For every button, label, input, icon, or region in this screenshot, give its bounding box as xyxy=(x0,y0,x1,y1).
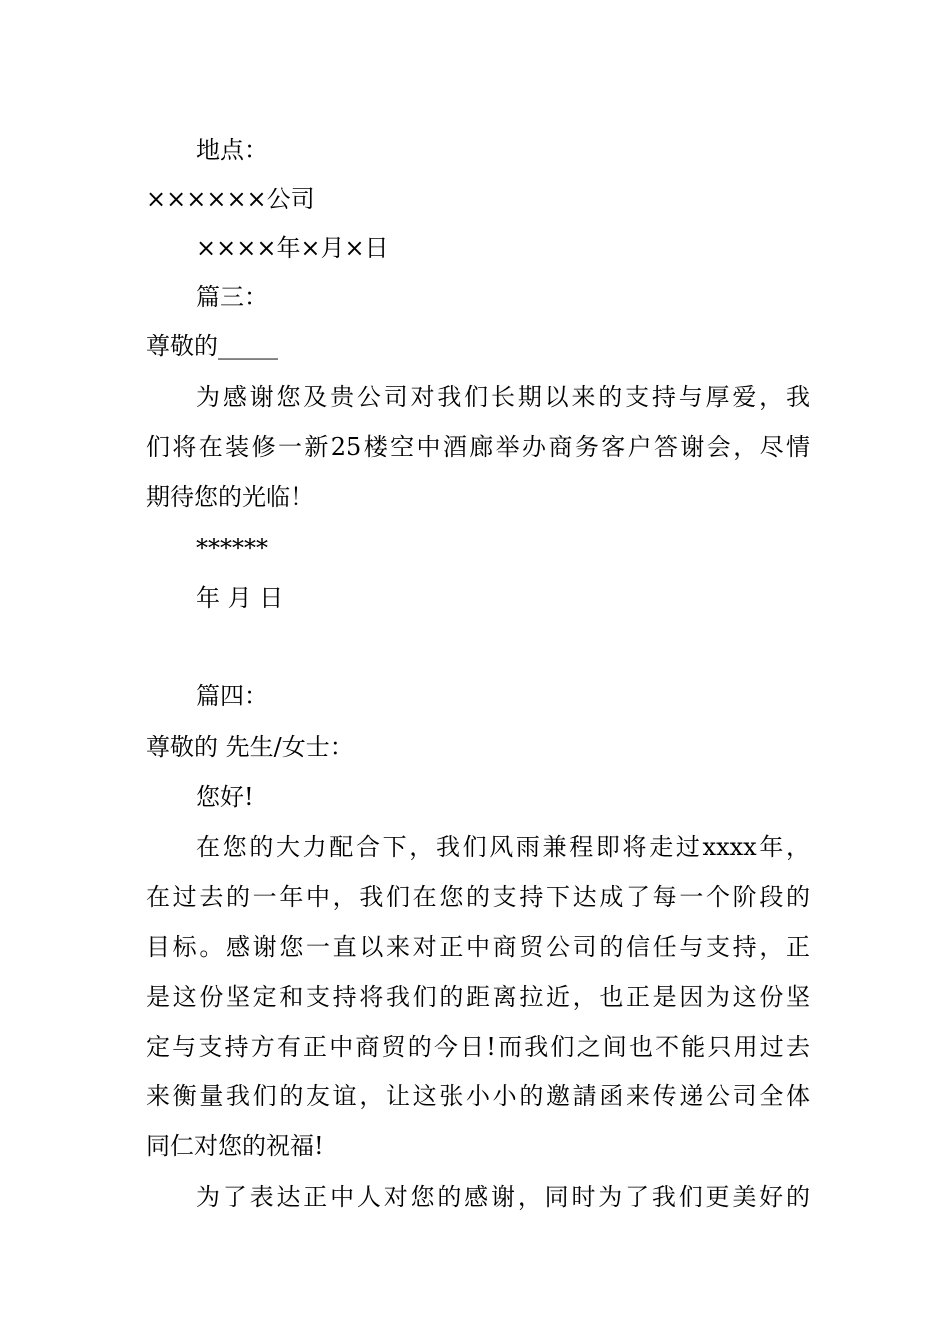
section-three-body-line: 期待您的光临！ xyxy=(146,483,314,511)
letter-date: ××××年×月×日 xyxy=(196,234,389,262)
section-three-date: 年 月 日 xyxy=(196,584,284,612)
section-four-paragraph-line: 为了表达正中人对您的感谢，同时为了我们更美好的 xyxy=(196,1183,810,1211)
section-four-paragraph-line: 同仁对您的祝福! xyxy=(146,1132,324,1160)
section-three-heading: 篇三： xyxy=(196,283,268,311)
section-four-paragraph-line: 来衡量我们的友谊，让这张小小的邀請函来传递公司全体 xyxy=(146,1082,810,1110)
section-three-body-line: 们将在装修一新25楼空中酒廊举办商务客户答谢会，尽情 xyxy=(146,433,810,461)
section-four-paragraph-line: 定与支持方有正中商贸的今日!而我们之间也不能只用过去 xyxy=(146,1033,810,1061)
section-four-paragraph-line: 在过去的一年中，我们在您的支持下达成了每一个阶段的 xyxy=(146,883,810,911)
section-three-body-line: 为感谢您及贵公司对我们长期以来的支持与厚爱，我 xyxy=(196,383,810,411)
section-four-salutation: 尊敬的 先生/女士： xyxy=(146,733,354,761)
section-three-salutation: 尊敬的_____ xyxy=(146,332,278,360)
location-label: 地点： xyxy=(196,136,268,164)
section-three-signature: ****** xyxy=(196,534,268,562)
section-four-paragraph-line: 目标。感谢您一直以来对正中商贸公司的信任与支持，正 xyxy=(146,933,810,961)
section-four-heading: 篇四： xyxy=(196,682,268,710)
section-four-greeting: 您好! xyxy=(196,783,254,811)
section-four-paragraph-line: 是这份坚定和支持将我们的距离拉近，也正是因为这份坚 xyxy=(146,983,810,1011)
company-name: ××××××公司 xyxy=(146,185,315,213)
section-four-paragraph-line: 在您的大力配合下，我们风雨兼程即将走过xxxx年， xyxy=(196,833,810,861)
